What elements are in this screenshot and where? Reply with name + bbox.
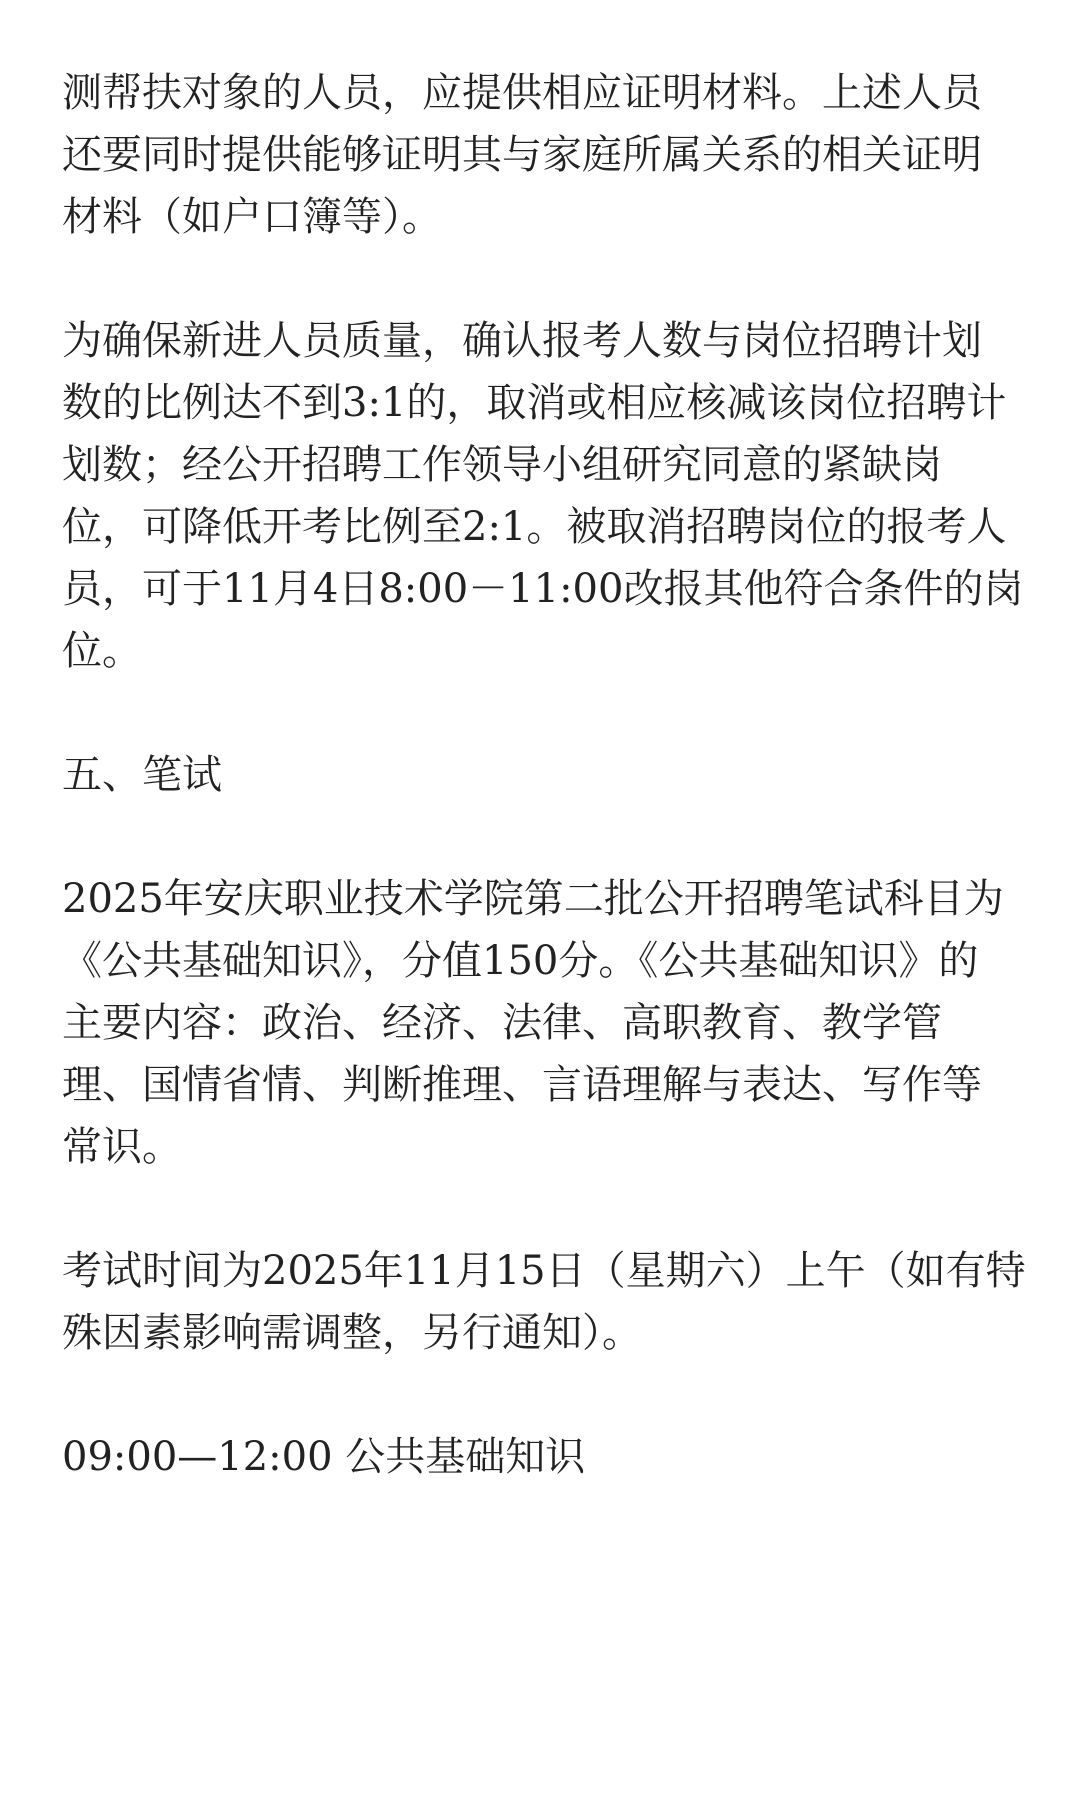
paragraph-gap [62,806,1032,868]
text-line: 考试时间为2025年11月15日（星期六）上午（如有特 [62,1248,1026,1294]
paragraph-gap [62,682,1032,744]
section-heading-text: 五、笔试 [62,752,222,798]
schedule-text: 09:00—12:00 公共基础知识 [62,1434,586,1480]
section-heading-written-exam [62,744,1032,806]
paragraph-exam-time [62,1240,1032,1364]
paragraph-ratio-rules [62,310,1032,682]
text-line: 2025年安庆职业技术学院第二批公开招聘笔试科目为 [62,876,1004,922]
text-line: 位，可降低开考比例至2:1。被取消招聘岗位的报考人 [62,504,1007,550]
text-line: 员，可于11月4日8:00－11:00改报其他符合条件的岗 [62,566,1024,612]
text-line: 主要内容：政治、经济、法律、高职教育、教学管 [62,1000,942,1046]
text-line: 测帮扶对象的人员，应提供相应证明材料。上述人员 [62,70,982,116]
text-line: 位。 [62,628,142,674]
text-line: 《公共基础知识》，分值150分。《公共基础知识》的 [62,938,979,984]
text-line: 为确保新进人员质量，确认报考人数与岗位招聘计划 [62,318,982,364]
paragraph-gap [62,1178,1032,1240]
paragraph-proof-materials [62,62,1032,248]
text-line: 理、国情省情、判断推理、言语理解与表达、写作等 [62,1062,982,1108]
paragraph-gap [62,1364,1032,1426]
text-line: 数的比例达不到3:1的，取消或相应核减该岗位招聘计 [62,380,1007,426]
paragraph-exam-subject [62,868,1032,1178]
text-line: 材料（如户口簿等）。 [62,194,442,240]
text-line: 划数；经公开招聘工作领导小组研究同意的紧缺岗 [62,442,942,488]
paragraph-gap [62,248,1032,310]
article-body [62,62,1032,1488]
text-line: 常识。 [62,1124,182,1170]
text-line: 还要同时提供能够证明其与家庭所属关系的相关证明 [62,132,982,178]
text-line: 殊因素影响需调整，另行通知）。 [62,1310,642,1356]
exam-schedule-item [62,1426,1032,1488]
